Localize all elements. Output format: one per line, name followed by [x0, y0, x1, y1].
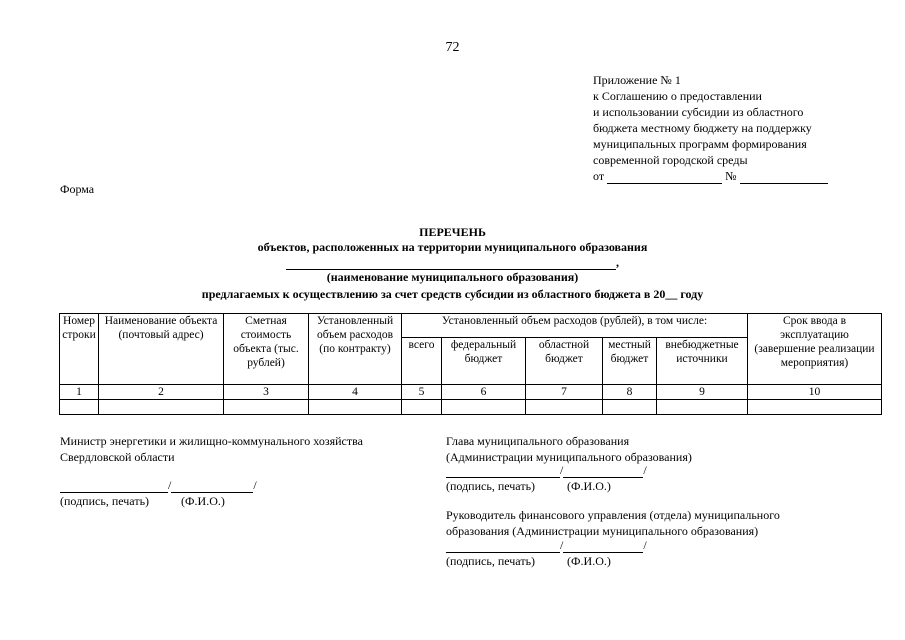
- head-signature-captions: [446, 478, 611, 494]
- header-regional-budget: областной бюджет: [526, 338, 603, 385]
- fio-blank: [171, 480, 253, 493]
- title-subline: объектов, расположенных на территории муниципального образования: [257, 240, 648, 254]
- column-number: 7: [526, 385, 603, 400]
- appendix-title: Приложение № 1: [593, 73, 681, 87]
- column-number: 1: [60, 385, 99, 400]
- column-number: 5: [402, 385, 442, 400]
- fio-blank: [563, 465, 643, 478]
- finance-signature-captions: [446, 553, 611, 569]
- appendix-line: муниципальных программ формирования: [593, 137, 807, 151]
- table-column-numbers-row: [60, 385, 882, 400]
- fio-caption: (Ф.И.О.): [567, 479, 611, 493]
- column-number: 9: [657, 385, 748, 400]
- appendix-line: и использовании субсидии из областного: [593, 105, 804, 119]
- table-cell: [99, 400, 224, 415]
- page-number: 72: [445, 40, 460, 55]
- slash: /: [168, 478, 172, 492]
- appendix-block: [593, 72, 828, 184]
- title-subline-year: предлагаемых к осуществлению за счет средств субсидии из областного бюджета в 20__ году: [201, 287, 704, 301]
- sign-caption: (подпись, печать): [446, 479, 536, 493]
- date-blank: [607, 171, 722, 184]
- fio-blank: [563, 540, 643, 553]
- column-number: 4: [309, 385, 402, 400]
- appendix-date-number-line: [593, 168, 828, 184]
- table-cell: [402, 400, 442, 415]
- minister-region: Свердловской области: [60, 450, 175, 464]
- head-signature-block: [446, 433, 692, 465]
- column-number: 6: [442, 385, 526, 400]
- minister-title: Министр энергетики и жилищно-коммунального хозяйства: [60, 434, 363, 448]
- slash: /: [560, 538, 564, 552]
- table-cell: [748, 400, 882, 415]
- number-blank: [740, 171, 828, 184]
- column-number: 3: [224, 385, 309, 400]
- head-signature-line: [446, 462, 647, 478]
- slash: /: [253, 478, 257, 492]
- signature-blank: [446, 540, 560, 553]
- finance-title: Руководитель финансового управления (отдела) муниципального: [446, 508, 780, 522]
- municipality-caption: (наименование муниципального образования): [326, 270, 579, 284]
- finance-signature-block: [446, 507, 780, 539]
- slash: /: [643, 538, 647, 552]
- column-number: 2: [99, 385, 224, 400]
- document-title: ПЕРЕЧЕНЬ: [419, 225, 486, 239]
- slash: /: [560, 463, 564, 477]
- table-cell: [603, 400, 657, 415]
- head-administration: (Администрации муниципального образования): [446, 450, 692, 464]
- number-label: №: [725, 169, 737, 183]
- finance-administration: образования (Администрации муниципального образования): [446, 524, 759, 538]
- signature-blank: [446, 465, 560, 478]
- head-title: Глава муниципального образования: [446, 434, 630, 448]
- title-comma: ,: [616, 255, 619, 269]
- table-cell: [526, 400, 603, 415]
- appendix-line: бюджета местному бюджету на поддержку: [593, 121, 812, 135]
- table-cell: [60, 400, 99, 415]
- signature-blank: [60, 480, 168, 493]
- table-cell: [309, 400, 402, 415]
- header-estimated-cost: Сметная стоимость объекта (тыс. рублей): [224, 314, 309, 385]
- header-object-name: Наименование объекта (почтовый адрес): [99, 314, 224, 385]
- minister-signature-line: [60, 477, 257, 493]
- header-extrabudgetary: внебюджетные источники: [657, 338, 748, 385]
- header-expense-group: Установленный объем расходов (рублей), в том числе:: [402, 314, 748, 338]
- municipality-blank: [286, 256, 616, 270]
- minister-signature-block: [60, 433, 363, 465]
- header-commissioning-date: Срок ввода в эксплуатацию (завершение реализации мероприятия): [748, 314, 882, 385]
- fio-caption: (Ф.И.О.): [181, 494, 225, 508]
- municipality-name-blank-line: [0, 255, 905, 269]
- minister-signature-captions: [60, 493, 225, 509]
- sign-caption: (подпись, печать): [446, 554, 536, 568]
- table-header-row: [60, 314, 882, 338]
- appendix-line: современной городской среды: [593, 153, 748, 167]
- column-number: 10: [748, 385, 882, 400]
- appendix-line: к Соглашению о предоставлении: [593, 89, 762, 103]
- header-total: всего: [402, 338, 442, 385]
- objects-table: [59, 313, 882, 415]
- table-cell: [442, 400, 526, 415]
- slash: /: [643, 463, 647, 477]
- finance-signature-line: [446, 537, 647, 553]
- sign-caption: (подпись, печать): [60, 494, 150, 508]
- table-row: [60, 400, 882, 415]
- table-cell: [224, 400, 309, 415]
- table-cell: [657, 400, 748, 415]
- header-federal-budget: федеральный бюджет: [442, 338, 526, 385]
- fio-caption: (Ф.И.О.): [567, 554, 611, 568]
- form-label: Форма: [60, 182, 95, 196]
- date-label: от: [593, 169, 605, 183]
- column-number: 8: [603, 385, 657, 400]
- header-row-number: Номер строки: [60, 314, 99, 385]
- header-local-budget: местный бюджет: [603, 338, 657, 385]
- header-contract-amount: Установленный объем расходов (по контракту): [309, 314, 402, 385]
